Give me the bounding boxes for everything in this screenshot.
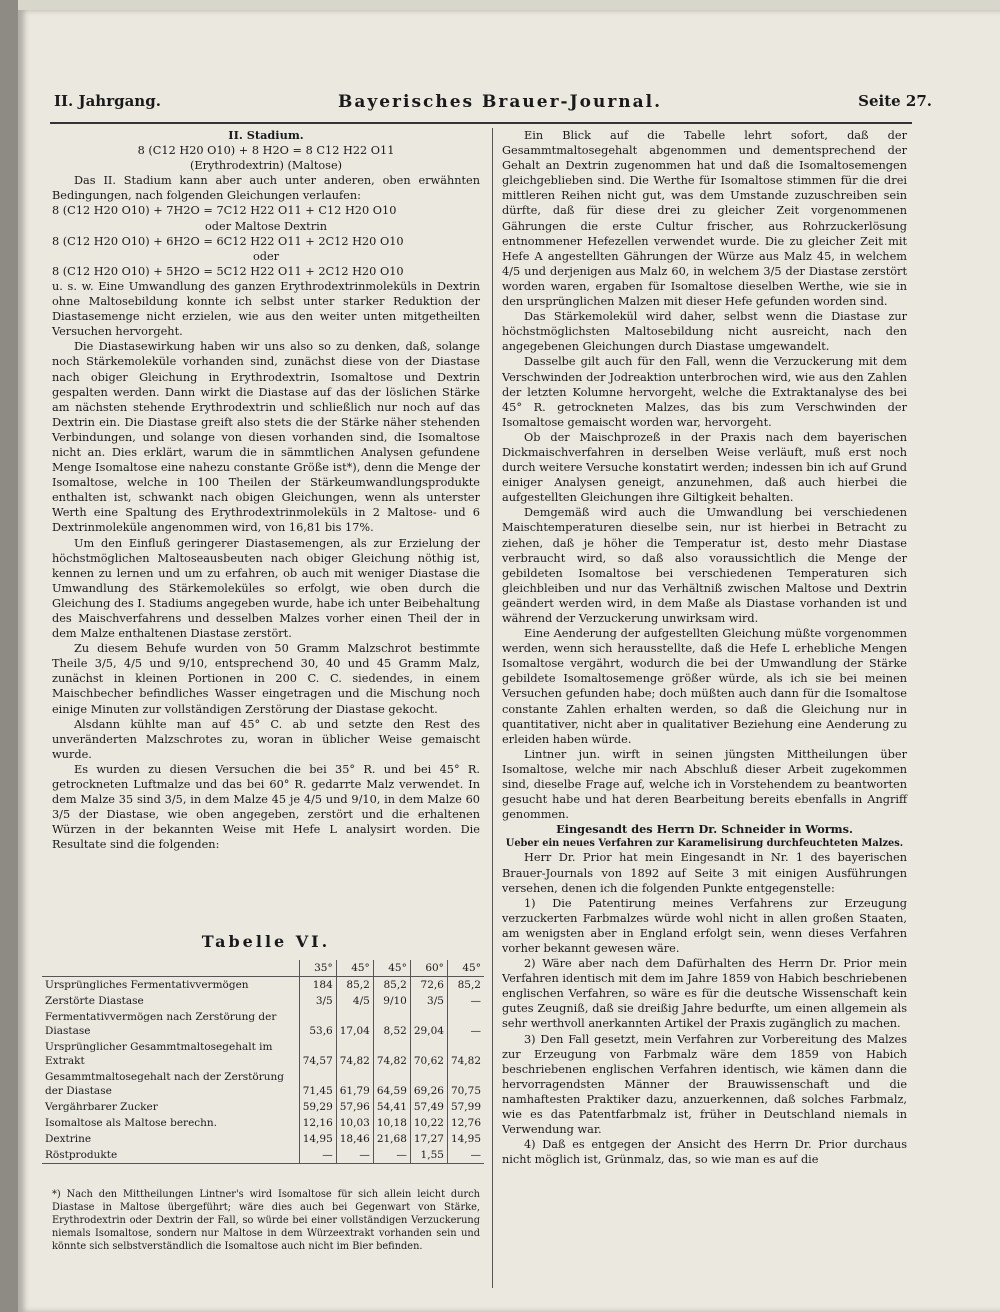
table-title: Tabelle VI. bbox=[201, 932, 331, 951]
table-row bbox=[42, 977, 484, 994]
table-cell: 17,27 bbox=[410, 1131, 447, 1147]
table-cell: 21,68 bbox=[373, 1131, 410, 1147]
table-cell: 53,6 bbox=[299, 1009, 336, 1039]
paragraph: Ein Blick auf die Tabelle lehrt sofort, daß der Gesammtmaltosegehalt abgenommen und dementsprechend der Gehalt an Dextrin zugenommen hat und daß die Isomaltosemengen gleichgeblieben sind. Die Werthe für Isomaltose stimmen für die drei mittleren Reihen nicht gut, was dem Umstande zuzuschreiben sein dürfte, daß für diese drei zu gleicher Zeit vorgenommenen Gährungen die erste Cultur frischer, aus Rohrzuckerlösung entnommener Hefezellen verwendet wurde. Die zu gleicher Zeit mit Hefe A angestellten Gährungen der Würze aus Malz 45, in welchem 4/5 und derjenigen aus Malz 60, in welchem 3/5 der Diastase zerstört worden waren, ergaben für Isomaltose dieselben Werthe, wie sie in den ursprünglichen Malzen mit dieser Hefe gefunden worden sind. bbox=[502, 129, 907, 309]
table-cell: 74,82 bbox=[336, 1039, 373, 1069]
table-cell: — bbox=[336, 1147, 373, 1164]
paragraph: 8 (C12 H20 O10) + 5H2O = 5C12 H22 O11 + 2C12 H20 O10 bbox=[52, 264, 404, 278]
column-header: 45° bbox=[373, 960, 410, 977]
table-cell: — bbox=[447, 1147, 484, 1164]
row-label: Ursprüngliches Fermentativvermögen bbox=[45, 979, 249, 991]
paragraph: 1) Die Patentirung meines Verfahrens zur Erzeugung verzuckerten Farbmalzes würde wohl nicht in allen großen Staaten, am wenigsten aber in England erfolgt sein, wenn dieses Verfahren vorher bekannt gewesen wäre. bbox=[502, 896, 907, 955]
table-row bbox=[42, 1039, 484, 1069]
table-cell: 74,57 bbox=[299, 1039, 336, 1069]
paragraph: Alsdann kühlte man auf 45° C. ab und setzte den Rest des unveränderten Malzschrotes zu, woran in üblicher Weise gemaischt wurde. bbox=[52, 717, 480, 761]
row-label: Dextrine bbox=[45, 1133, 92, 1145]
paragraph: Zu diesem Behufe wurden von 50 Gramm Malzschrot bestimmte Theile 3/5, 4/5 und 9/10, entsprechend 30, 40 und 45 Gramm Malz, zunächst in kleinen Portionen in 200 C. C. siedendes, in einem Maischbecher befindliches Wasser eingetragen und die Mischung noch einige Minuten zur vollständigen Zerstörung der Diastase gekocht. bbox=[52, 642, 480, 716]
table-cell: 12,16 bbox=[299, 1115, 336, 1131]
table-cell: 64,59 bbox=[373, 1069, 410, 1099]
table-cell: 8,52 bbox=[373, 1009, 410, 1039]
table-cell: 54,41 bbox=[373, 1099, 410, 1115]
results-table bbox=[42, 960, 484, 1164]
row-label: Gesammtmaltosegehalt nach der Zerstörung der Diastase bbox=[45, 1071, 284, 1097]
column-header: 35° bbox=[299, 960, 336, 977]
paragraph: u. s. w. Eine Umwandlung des ganzen Erythrodextrinmoleküls in Dextrin ohne Maltosebildung konnte ich selbst unter starker Reduktion der Diastasemenge nicht erzielen, wie aus den weiter unten mitgetheilten Versuchen hervorgeht. bbox=[52, 279, 480, 339]
page-number: Seite 27. bbox=[858, 92, 932, 110]
row-label: Isomaltose als Maltose berechn. bbox=[45, 1117, 218, 1129]
paragraph: Lintner jun. wirft in seinen jüngsten Mittheilungen über Isomaltose, welche mir nach Abschluß dieser Arbeit zugekommen sind, dieselbe Frage auf, welche ich in Vorstehendem zu beantworten gesucht habe und hat deren Bearbeitung bereits ebenfalls in Angriff genommen. bbox=[502, 747, 907, 822]
table-cell: 71,45 bbox=[299, 1069, 336, 1099]
table-cell: 4/5 bbox=[336, 993, 373, 1009]
table-cell: 74,82 bbox=[373, 1039, 410, 1069]
table-row bbox=[42, 1009, 484, 1039]
table-row bbox=[42, 993, 484, 1009]
paragraph: Eingesandt des Herrn Dr. Schneider in Worms. bbox=[556, 822, 853, 837]
table-cell: 61,79 bbox=[336, 1069, 373, 1099]
table-cell: — bbox=[447, 1009, 484, 1039]
table-cell: 3/5 bbox=[299, 993, 336, 1009]
table-cell: 9/10 bbox=[373, 993, 410, 1009]
table-cell: 85,2 bbox=[373, 977, 410, 994]
paragraph: Um den Einfluß geringerer Diastasemengen, als zur Erzielung der höchstmöglichen Maltoseausbeuten nach obiger Gleichung nöthig ist, kennen zu lernen und um zu erfahren, ob auch mit weniger Diastase die Umwandlung des Stärkemoleküles so erfolgt, wie oben durch die Gleichung des I. Stadiums angegeben wurde, habe ich unter Beibehaltung des Maischverfahrens und desselben Malzes vorher einen Theil der in dem Malze enthaltenen Diastase zerstört. bbox=[52, 536, 480, 641]
table-corner bbox=[42, 960, 299, 977]
table-cell: — bbox=[447, 993, 484, 1009]
table-cell: 18,46 bbox=[336, 1131, 373, 1147]
header-rule bbox=[50, 122, 912, 124]
table-header-row bbox=[42, 960, 484, 977]
table-cell: 69,26 bbox=[410, 1069, 447, 1099]
paragraph: 4) Daß es entgegen der Ansicht des Herrn Dr. Prior durchaus nicht möglich ist, Grünmalz, das, so wie man es auf die bbox=[502, 1138, 907, 1167]
table-row bbox=[42, 1115, 484, 1131]
page-edge bbox=[0, 0, 18, 1312]
volume-label: II. Jahrgang. bbox=[54, 92, 161, 110]
column-divider bbox=[492, 128, 493, 1288]
table-cell: 10,03 bbox=[336, 1115, 373, 1131]
right-column bbox=[502, 128, 907, 1167]
table-cell: 10,18 bbox=[373, 1115, 410, 1131]
table-cell: 70,62 bbox=[410, 1039, 447, 1069]
paragraph: Eine Aenderung der aufgestellten Gleichung müßte vorgenommen werden, wenn sich herausstellte, daß die Hefe L erhebliche Mengen Isomaltose vergährt, wodurch die bei der Umwandlung der Stärke gebildete Isomaltosemenge größer würde, als ich sie bei meinen Versuchen gefunden habe; doch müßten auch dann für die Isomaltose constante Zahlen erhalten werden, so daß die Gleichung nur in quantitativer, nicht aber in qualitativer Beziehung eine Aenderung zu erleiden haben würde. bbox=[502, 627, 907, 746]
table-cell: 1,55 bbox=[410, 1147, 447, 1164]
paragraph: II. Stadium. bbox=[228, 128, 304, 142]
table-row bbox=[42, 1069, 484, 1099]
paragraph: Herr Dr. Prior hat mein Eingesandt in Nr. 1 des bayerischen Brauer-Journals von 1892 auf Seite 3 mit einigen Ausführungen versehen, denen ich die folgenden Punkte entgegenstelle: bbox=[502, 851, 907, 895]
paragraph: Das II. Stadium kann aber auch unter anderen, oben erwähnten Bedingungen, nach folgenden Gleichungen verlaufen: bbox=[52, 174, 480, 203]
paragraph: 8 (C12 H20 O10) + 6H2O = 6C12 H22 O11 + 2C12 H20 O10 bbox=[52, 234, 404, 248]
journal-title: Bayerisches Brauer-Journal. bbox=[337, 92, 663, 112]
table-cell: 59,29 bbox=[299, 1099, 336, 1115]
table-cell: 12,76 bbox=[447, 1115, 484, 1131]
table-row bbox=[42, 1147, 484, 1164]
left-column bbox=[52, 128, 480, 853]
table-cell: 85,2 bbox=[336, 977, 373, 994]
paragraph: Es wurden zu diesen Versuchen die bei 35° R. und bei 45° R. getrockneten Luftmalze und das bei 60° R. gedarrte Malz verwendet. In dem Malze 35 sind 3/5, in dem Malze 45 je 4/5 und 9/10, in dem Malze 60 3/5 der Diastase, wie oben angegeben, zerstört und die erhaltenen Würzen in der bekannten Weise mit Hefe L analysirt worden. Die Resultate sind die folgenden: bbox=[52, 762, 480, 852]
table-cell: 10,22 bbox=[410, 1115, 447, 1131]
table-cell: 184 bbox=[299, 977, 336, 994]
table-cell: 17,04 bbox=[336, 1009, 373, 1039]
row-label: Vergährbarer Zucker bbox=[45, 1101, 158, 1113]
row-label: Fermentativvermögen nach Zerstörung der Diastase bbox=[45, 1011, 277, 1037]
paragraph: 3) Den Fall gesetzt, mein Verfahren zur Vorbereitung des Malzes zur Erzeugung von Farbmalz wäre dem 1859 von Habich beschriebenen englischen Verfahren identisch, wie kämen dann die hervorragendsten Männer der Brauwissenschaft und die namhaftesten Praktiker dazu, anzuerkennen, daß solches Farbmalz, wie es das Patentfarbmalz ist, früher in Deutschland niemals in Verwendung war. bbox=[502, 1032, 907, 1137]
paragraph: oder Maltose Dextrin bbox=[205, 219, 327, 233]
table-cell: 57,96 bbox=[336, 1099, 373, 1115]
table-cell: 14,95 bbox=[299, 1131, 336, 1147]
paragraph: Dasselbe gilt auch für den Fall, wenn die Verzuckerung mit dem Verschwinden der Jodreaktion unterbrochen wird, wie aus den Zahlen der letzten Kolumne hervorgeht, welche die Extraktanalyse des bei 45° R. getrockneten Malzes, das bis zum Verschwinden der Isomaltose gemaischt worden war, hervorgeht. bbox=[502, 355, 907, 429]
paragraph: Die Diastasewirkung haben wir uns also so zu denken, daß, solange noch Stärkemoleküle vorhanden sind, zunächst diese von der Diastase nach obiger Gleichung in Erythrodextrin, Isomaltose und Dextrin gespalten werden. Dann wirkt die Diastase auf das der löslichen Stärke am nächsten stehende Erythrodextrin und schließlich nur noch auf das Dextrin ein. Die Diastase greift also stets die der Stärke näher stehenden Verbindungen, und solange von diesen vorhanden sind, die Isomaltose nicht an. Dies erklärt, warum die in sämmtlichen Analysen gefundene Menge Isomaltose eine nahezu constante Größe ist*), denn die Menge der Isomaltose, welche in 100 Theilen der Stärkeumwandlungsprodukte enthalten ist, schwankt nach obigen Gleichungen, wenn als unterster Werth eine Spaltung des Erythrodextrinmoleküls in 2 Maltose- und 6 Dextrinmoleküle angenommen wird, von 16,81 bis 17%. bbox=[52, 340, 480, 535]
column-header: 60° bbox=[410, 960, 447, 977]
page-header bbox=[50, 92, 932, 118]
column-header: 45° bbox=[447, 960, 484, 977]
paragraph: 8 (C12 H20 O10) + 7H2O = 7C12 H22 O11 + C12 H20 O10 bbox=[52, 204, 397, 218]
table-cell: 72,6 bbox=[410, 977, 447, 994]
paragraph: Das Stärkemolekül wird daher, selbst wenn die Diastase zur höchstmöglichsten Maltosebildung nicht ausreicht, nach den angegebenen Gleichungen durch Diastase umgewandelt. bbox=[502, 310, 907, 354]
table-cell: 57,99 bbox=[447, 1099, 484, 1115]
paragraph: 8 (C12 H20 O10) + 8 H2O = 8 C12 H22 O11 bbox=[137, 144, 395, 158]
table-row bbox=[42, 1131, 484, 1147]
column-header: 45° bbox=[336, 960, 373, 977]
table-cell: — bbox=[299, 1147, 336, 1164]
table-cell: 3/5 bbox=[410, 993, 447, 1009]
table-cell: 85,2 bbox=[447, 977, 484, 994]
paragraph: Ob der Maischprozeß in der Praxis nach dem bayerischen Dickmaischverfahren in derselben Weise verläuft, muß erst noch durch weitere Versuche konstatirt werden; indessen bin ich auf Grund einiger Analysen geneigt, anzunehmen, daß auch hierbei die aufgestellten Gleichungen ihre Giltigkeit behalten. bbox=[502, 430, 907, 505]
paragraph: (Erythrodextrin) (Maltose) bbox=[189, 159, 343, 173]
table-cell: — bbox=[373, 1147, 410, 1164]
paragraph: 2) Wäre aber nach dem Dafürhalten des Herrn Dr. Prior mein Verfahren identisch mit dem im Jahre 1859 von Habich beschriebenen englischen Verfahren, so wäre es für die deutsche Wissenschaft kein gutes Zeugniß, daß sie dreißig Jahre bedurfte, um einen allgemein als sehr werthvoll anerkannten Artikel der Praxis zugänglich zu machen. bbox=[502, 957, 907, 1031]
footnote: *) Nach den Mittheilungen Lintner's wird Isomaltose für sich allein leicht durch Diastase in Maltose übergeführt; wäre dies auch bei Gegenwart von Stärke, Erythrodextrin oder Dextrin der Fall, so würde bei einer vollständigen Verzuckerung niemals Isomaltose, sondern nur Maltose in dem Würzeextrakt vorhanden sein und könnte sich selbstverständlich die Isomaltose auch nicht im Bier befinden. bbox=[52, 1189, 480, 1252]
paragraph: Ueber ein neues Verfahren zur Karamelisirung durchfeuchteten Malzes. bbox=[505, 838, 904, 850]
row-label: Röstprodukte bbox=[42, 1147, 299, 1164]
row-label: Ursprünglicher Gesammtmaltosegehalt im Extrakt bbox=[45, 1041, 273, 1067]
paragraph: oder bbox=[252, 249, 280, 263]
table-cell: 14,95 bbox=[447, 1131, 484, 1147]
table-cell: 57,49 bbox=[410, 1099, 447, 1115]
table-row bbox=[42, 1099, 484, 1115]
table-cell: 70,75 bbox=[447, 1069, 484, 1099]
table-cell: 29,04 bbox=[410, 1009, 447, 1039]
table-cell: 74,82 bbox=[447, 1039, 484, 1069]
row-label: Zerstörte Diastase bbox=[45, 995, 144, 1007]
paragraph: Demgemäß wird auch die Umwandlung bei verschiedenen Maischtemperaturen dieselbe sein, nur ist hierbei in Betracht zu ziehen, daß je höher die Temperatur ist, desto mehr Diastase verbraucht wird, so daß also voraussichtlich die Menge der gebildeten Isomaltose bei verschiedenen Temperaturen sich gleichbleiben und nur das Verhältniß zwischen Maltose und Dextrin geändert werden wird, in dem Maße als Diastase vorhanden ist und während der Verzuckerung unwirksam wird. bbox=[502, 506, 907, 625]
